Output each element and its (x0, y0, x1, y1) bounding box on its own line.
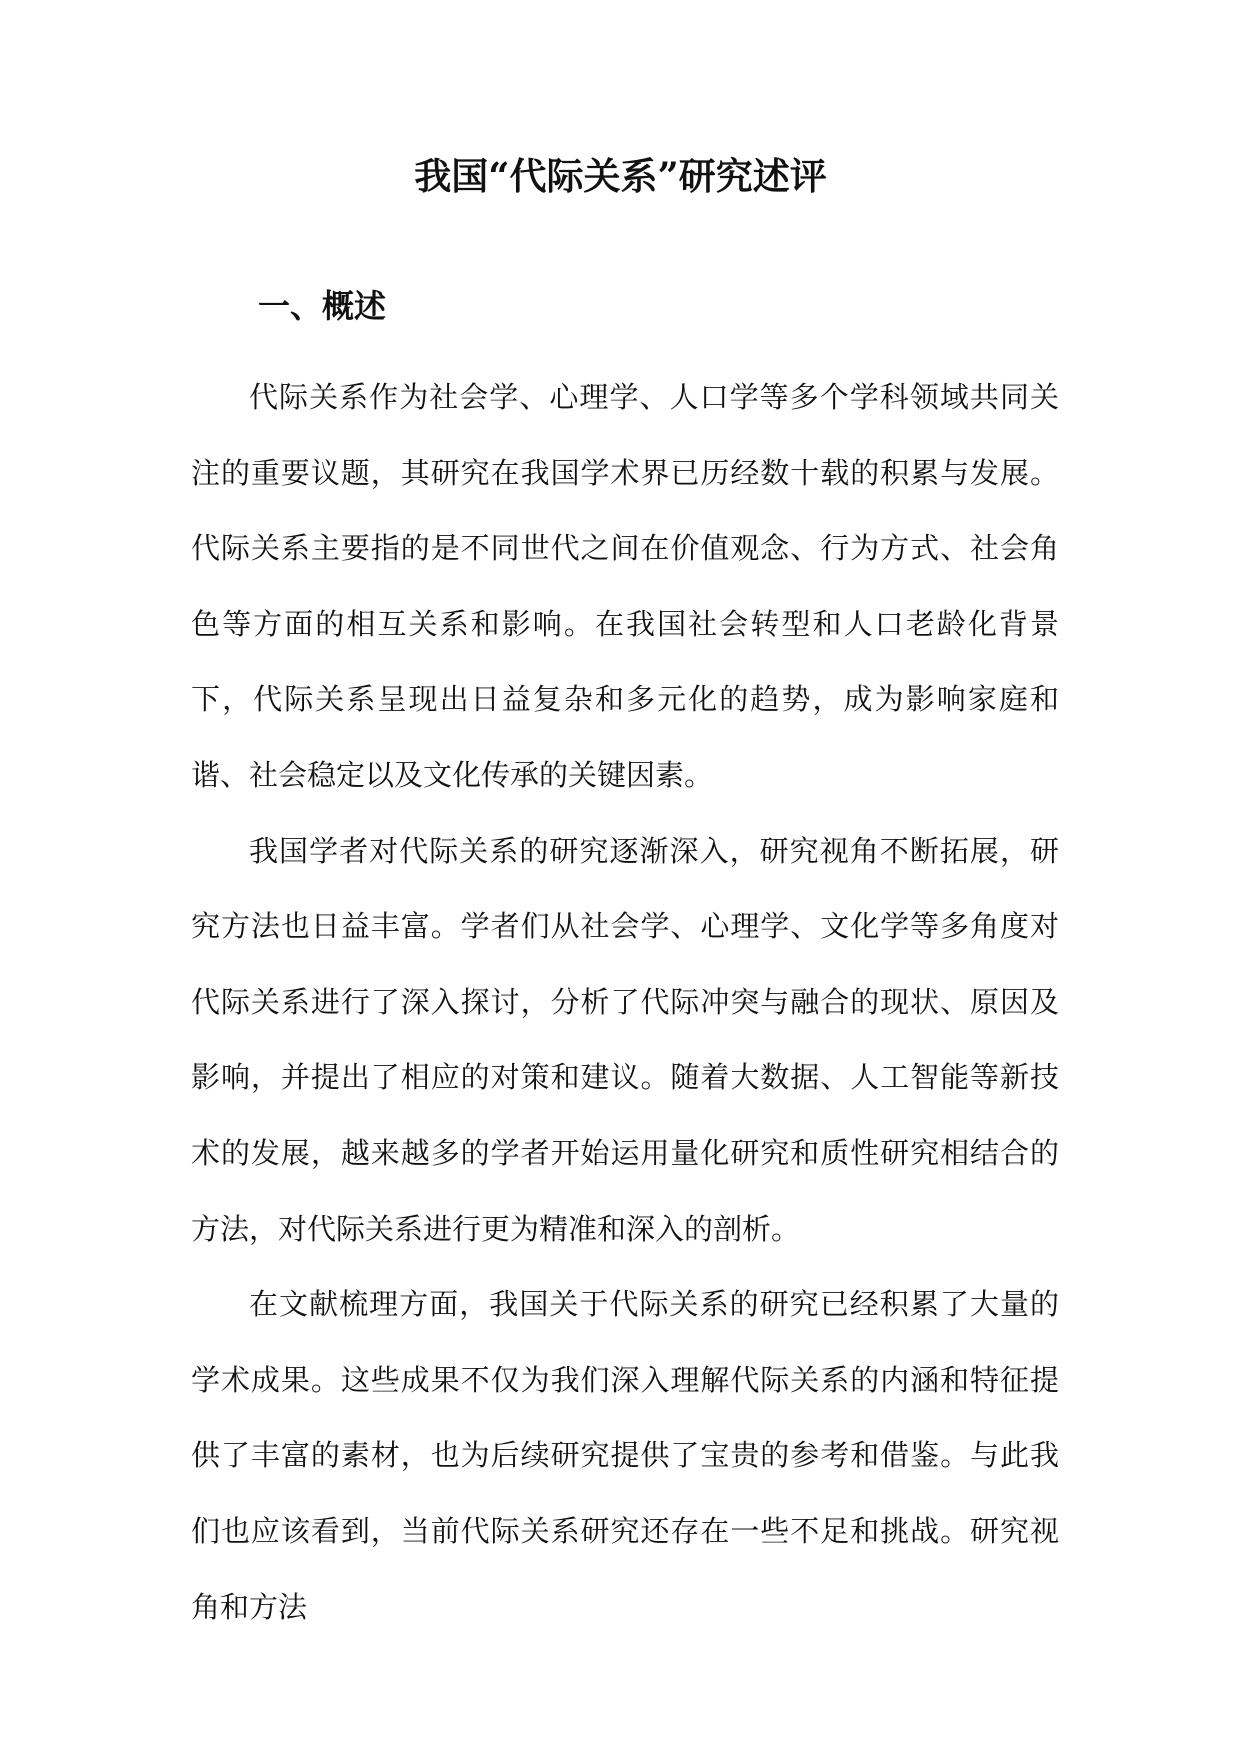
paragraph: 在文献梳理方面，我国关于代际关系的研究已经积累了大量的学术成果。这些成果不仅为我们深入理解代际关系的内涵和特征提供了丰富的素材，也为后续研究提供了宝贵的参考和借鉴。与此我们也应该看到，当前代际关系研究还存在一些不足和挑战。研究视角和方法 (191, 1287, 1059, 1624)
body-text (191, 360, 1059, 1645)
paragraph: 我国学者对代际关系的研究逐渐深入，研究视角不断拓展，研究方法也日益丰富。学者们从社会学、心理学、文化学等多角度对代际关系进行了深入探讨，分析了代际冲突与融合的现状、原因及影响，并提出了相应的对策和建议。随着大数据、人工智能等新技术的发展，越来越多的学者开始运用量化研究和质性研究相结合的方法，对代际关系进行更为精准和深入的剖析。 (191, 833, 1059, 1246)
paragraph: 代际关系作为社会学、心理学、人口学等多个学科领域共同关注的重要议题，其研究在我国学术界已历经数十载的积累与发展。代际关系主要指的是不同世代之间在价值观念、行为方式、社会角色等方面的相互关系和影响。在我国社会转型和人口老龄化背景下，代际关系呈现出日益复杂和多元化的趋势，成为影响家庭和谐、社会稳定以及文化传承的关键因素。 (191, 380, 1059, 792)
document-title: 我国“代际关系”研究述评 (414, 154, 827, 198)
section-heading: 一、概述 (258, 287, 387, 325)
